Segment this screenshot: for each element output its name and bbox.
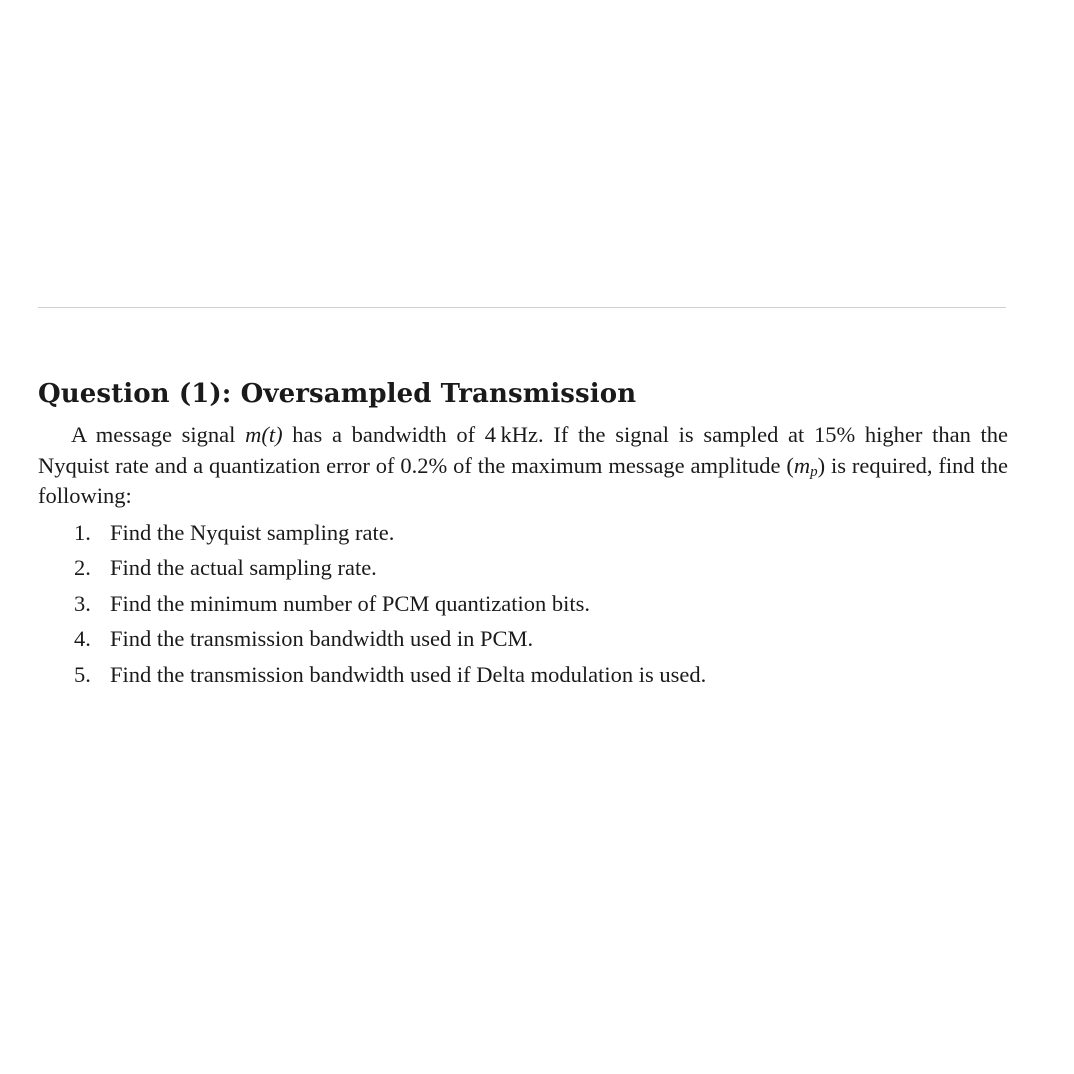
list-item-text: Find the transmission bandwidth used in PCM.: [110, 626, 534, 651]
list-item-text: Find the transmission bandwidth used if Delta modulation is used.: [110, 661, 707, 687]
list-item-number: 4.: [74, 626, 91, 651]
list-item: [38, 515, 1008, 551]
intro-text-2: has a bandwidth of 4 kHz. If the signal is sampled at 15% higher than the Nyquist rate and a quantization error of 0.2% of the maximum message amplitude (: [38, 422, 1009, 478]
list-item: [38, 550, 1008, 586]
list-item-number: 2.: [74, 555, 91, 580]
list-item-text: Find the actual sampling rate.: [110, 555, 377, 580]
list-item-text: Find the minimum number of PCM quantization bits.: [110, 590, 590, 616]
signal-symbol: m(t): [245, 422, 283, 447]
mp-symbol: $m_p$: [793, 452, 818, 480]
list-item: [38, 586, 1008, 622]
horizontal-divider: [38, 307, 1006, 308]
intro-text-1: A message signal: [71, 422, 246, 447]
intro-text-3: ) is required, find the following:: [38, 452, 1008, 508]
list-item-number: 5.: [74, 661, 91, 687]
question-block: [38, 374, 1008, 692]
list-item-number: 3.: [74, 590, 91, 616]
list-item: [38, 657, 1008, 693]
task-list: [38, 515, 1008, 693]
question-title: Question (1): Oversampled Transmission: [38, 379, 637, 409]
list-item-number: 1.: [74, 519, 91, 545]
list-item: [38, 621, 1008, 657]
question-intro: [38, 420, 1008, 512]
list-item-text: Find the Nyquist sampling rate.: [110, 519, 395, 545]
